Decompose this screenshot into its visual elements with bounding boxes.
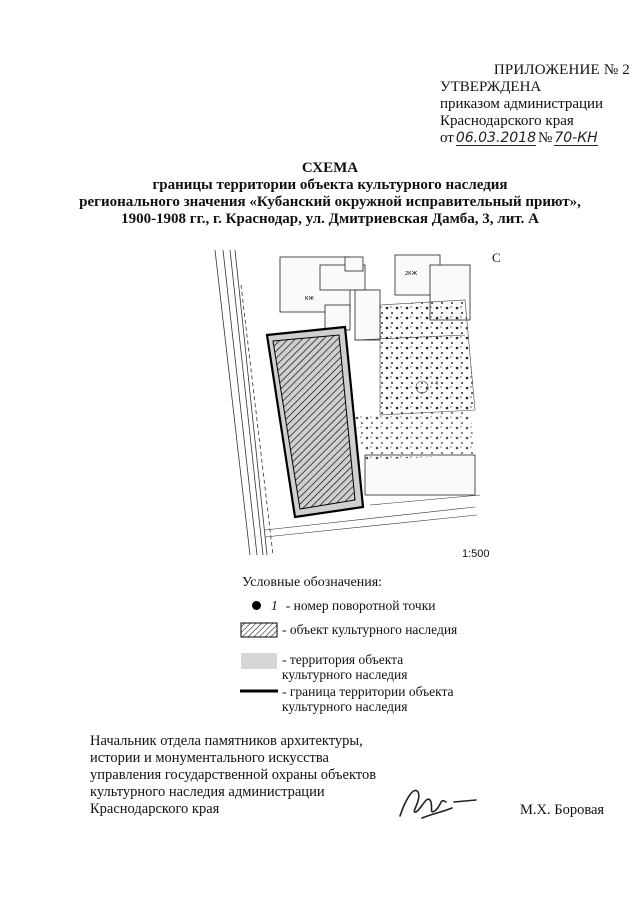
title-line-3: 1900-1908 гг., г. Краснодар, ул. Дмитриевская Дамба, 3, лит. А (121, 211, 539, 227)
appendix-block (440, 62, 630, 147)
legend-text: - объект культурного наследия (282, 622, 458, 637)
title-heading: СХЕМА (301, 160, 359, 176)
turning-point-number: 1 (271, 598, 278, 613)
order-number: 70-КН (554, 130, 598, 146)
signatory-position (90, 733, 410, 818)
order-date: 06.03.2018 (455, 130, 537, 146)
turning-point-icon (252, 601, 261, 610)
legend-title: Условные обозначения: (242, 575, 383, 590)
grey-area-icon (240, 652, 278, 670)
position-line-2: истории и монументального искусства (90, 750, 329, 766)
title-line-1: границы территории объекта культурного наследия (152, 177, 508, 193)
map-scale: 1:500 (462, 548, 490, 560)
site-plan-map (205, 245, 495, 565)
north-label: С (492, 250, 501, 265)
position-line-1: Начальник отдела памятников архитектуры, (90, 733, 363, 749)
document-title (70, 160, 590, 228)
handwritten-signature (392, 778, 482, 828)
legend-item-territory (240, 652, 408, 682)
street-lines (215, 250, 273, 555)
hatched-box-icon (240, 622, 278, 638)
appendix-number: ПРИЛОЖЕНИЕ № 2 (493, 62, 630, 78)
garden-area (380, 300, 475, 415)
svg-text:2КЖ: 2КЖ (405, 271, 418, 277)
approved-label: УТВЕРЖДЕНА (440, 79, 542, 95)
legend-text: - территория объекта (282, 652, 404, 667)
legend-text-block (282, 684, 454, 714)
position-line-4: культурного наследия администрации (90, 784, 325, 800)
legend-text-block (282, 652, 408, 682)
order-date-line (440, 130, 630, 147)
legend-text: - граница территории объекта (282, 684, 454, 699)
svg-text:КЖ: КЖ (305, 296, 314, 302)
approved-by-line: приказом администрации (440, 96, 604, 112)
legend-text: - номер поворотной точки (285, 598, 436, 613)
signer-name: М.Х. Боровая (520, 802, 605, 818)
thick-line-icon (240, 684, 278, 698)
legend-text-2: культурного наследия (282, 699, 408, 714)
number-prefix: № (538, 130, 553, 146)
position-line-3: управления государственной охраны объектов (90, 767, 377, 783)
legend-item-turning-point (240, 598, 436, 613)
position-line-5: Краснодарского края (90, 801, 220, 817)
approved-region-line: Краснодарского края (440, 113, 574, 129)
legend-item-boundary (240, 684, 454, 714)
legend-item-heritage-object (240, 622, 457, 638)
date-prefix: от (440, 130, 454, 146)
title-line-2: регионального значения «Кубанский окружной исправительный приют», (79, 194, 581, 210)
legend-text-2: культурного наследия (282, 667, 408, 682)
svg-text:4: 4 (435, 381, 439, 387)
